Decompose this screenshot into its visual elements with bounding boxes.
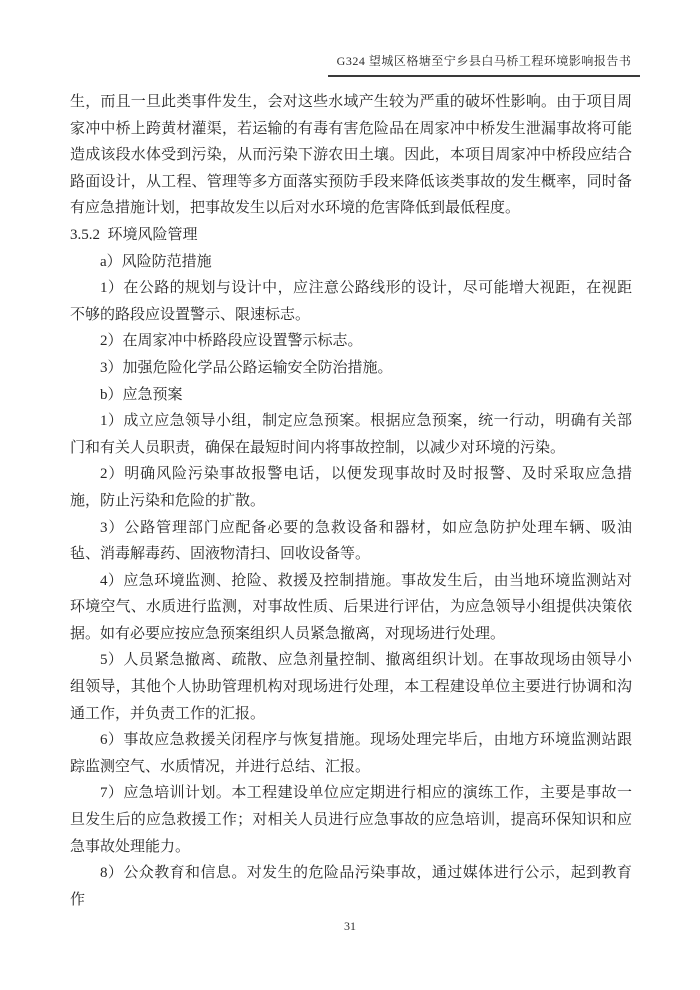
section-heading: 3.5.2 环境风险管理 [70,226,198,243]
page-number: 31 [344,919,356,933]
page-footer [0,919,700,934]
list-item-b7: 7）应急培训计划。本工程建设单位应定期进行相应的演练工作，主要是事故一旦发生后的应急救援工作；对相关人员进行应急事故的应急培训，提高环保知识和应急事故处理能力。 [70,785,632,855]
list-item-a3: 3）加强危险化学品公路运输安全防治措施。 [100,359,393,376]
list-item-b8: 8）公众教育和信息。对发生的危险品污染事故，通过媒体进行公示，起到教育作 [70,865,632,908]
page-header [328,52,640,77]
list-item-b: b）应急预案 [100,386,183,403]
list-item-b2: 2）明确风险污染事故报警电话，以便发现事故时及时报警、及时采取应急措施，防止污染和危险的扩散。 [70,466,632,509]
header-title: G324 望城区格塘至宁乡县白马桥工程环境影响报告书 [336,54,632,68]
list-item-b6: 6）事故应急救援关闭程序与恢复措施。现场处理完毕后，由地方环境监测站跟踪监测空气、水质情况，并进行总结、汇报。 [70,732,632,775]
list-item-b1: 1）成立应急领导小组，制定应急预案。根据应急预案，统一行动，明确有关部门和有关人员职责，确保在最短时间内将事故控制，以减少对环境的污染。 [70,413,632,456]
list-item-a1: 1）在公路的规划与设计中，应注意公路线形的设计，尽可能增大视距，在视距不够的路段应设置警示、限速标志。 [70,280,632,323]
list-item-a2: 2）在周家冲中桥路段应设置警示标志。 [100,333,363,350]
list-item-b3: 3）公路管理部门应配备必要的急救设备和器材，如应急防护处理车辆、吸油毡、消毒解毒药、固液物清扫、回收设备等。 [70,519,632,563]
list-item-a: a）风险防范措施 [100,253,212,270]
continuation-paragraph: 生，而且一旦此类事件发生，会对这些水域产生较为严重的破坏性影响。由于项目周家冲中桥上跨黄材灌渠，若运输的有毒有害危险品在周家冲中桥发生泄漏事故将可能造成该段水体受到污染，从而污染下游农田土壤。因此，本项目周家冲中桥段应结合路面设计，从工程、管理等多方面落实预防手段来降低该类事故的发生概率，同时备有应急措施计划，把事故发生以后对水环境的危害降低到最低程度。 [70,94,632,217]
list-item-b4: 4）应急环境监测、抢险、救援及控制措施。事故发生后，由当地环境监测站对环境空气、水质进行监测，对事故性质、后果进行评估，为应急领导小组提供决策依据。如有必要应按应急预案组织人员紧急撤离，对现场进行处理。 [70,572,632,642]
list-item-b5: 5）人员紧急撤离、疏散、应急剂量控制、撤离组织计划。在事故现场由领导小组领导，其他个人协助管理机构对现场进行处理，本工程建设单位主要进行协调和沟通工作，并负责工作的汇报。 [70,652,632,722]
document-body [70,89,632,913]
